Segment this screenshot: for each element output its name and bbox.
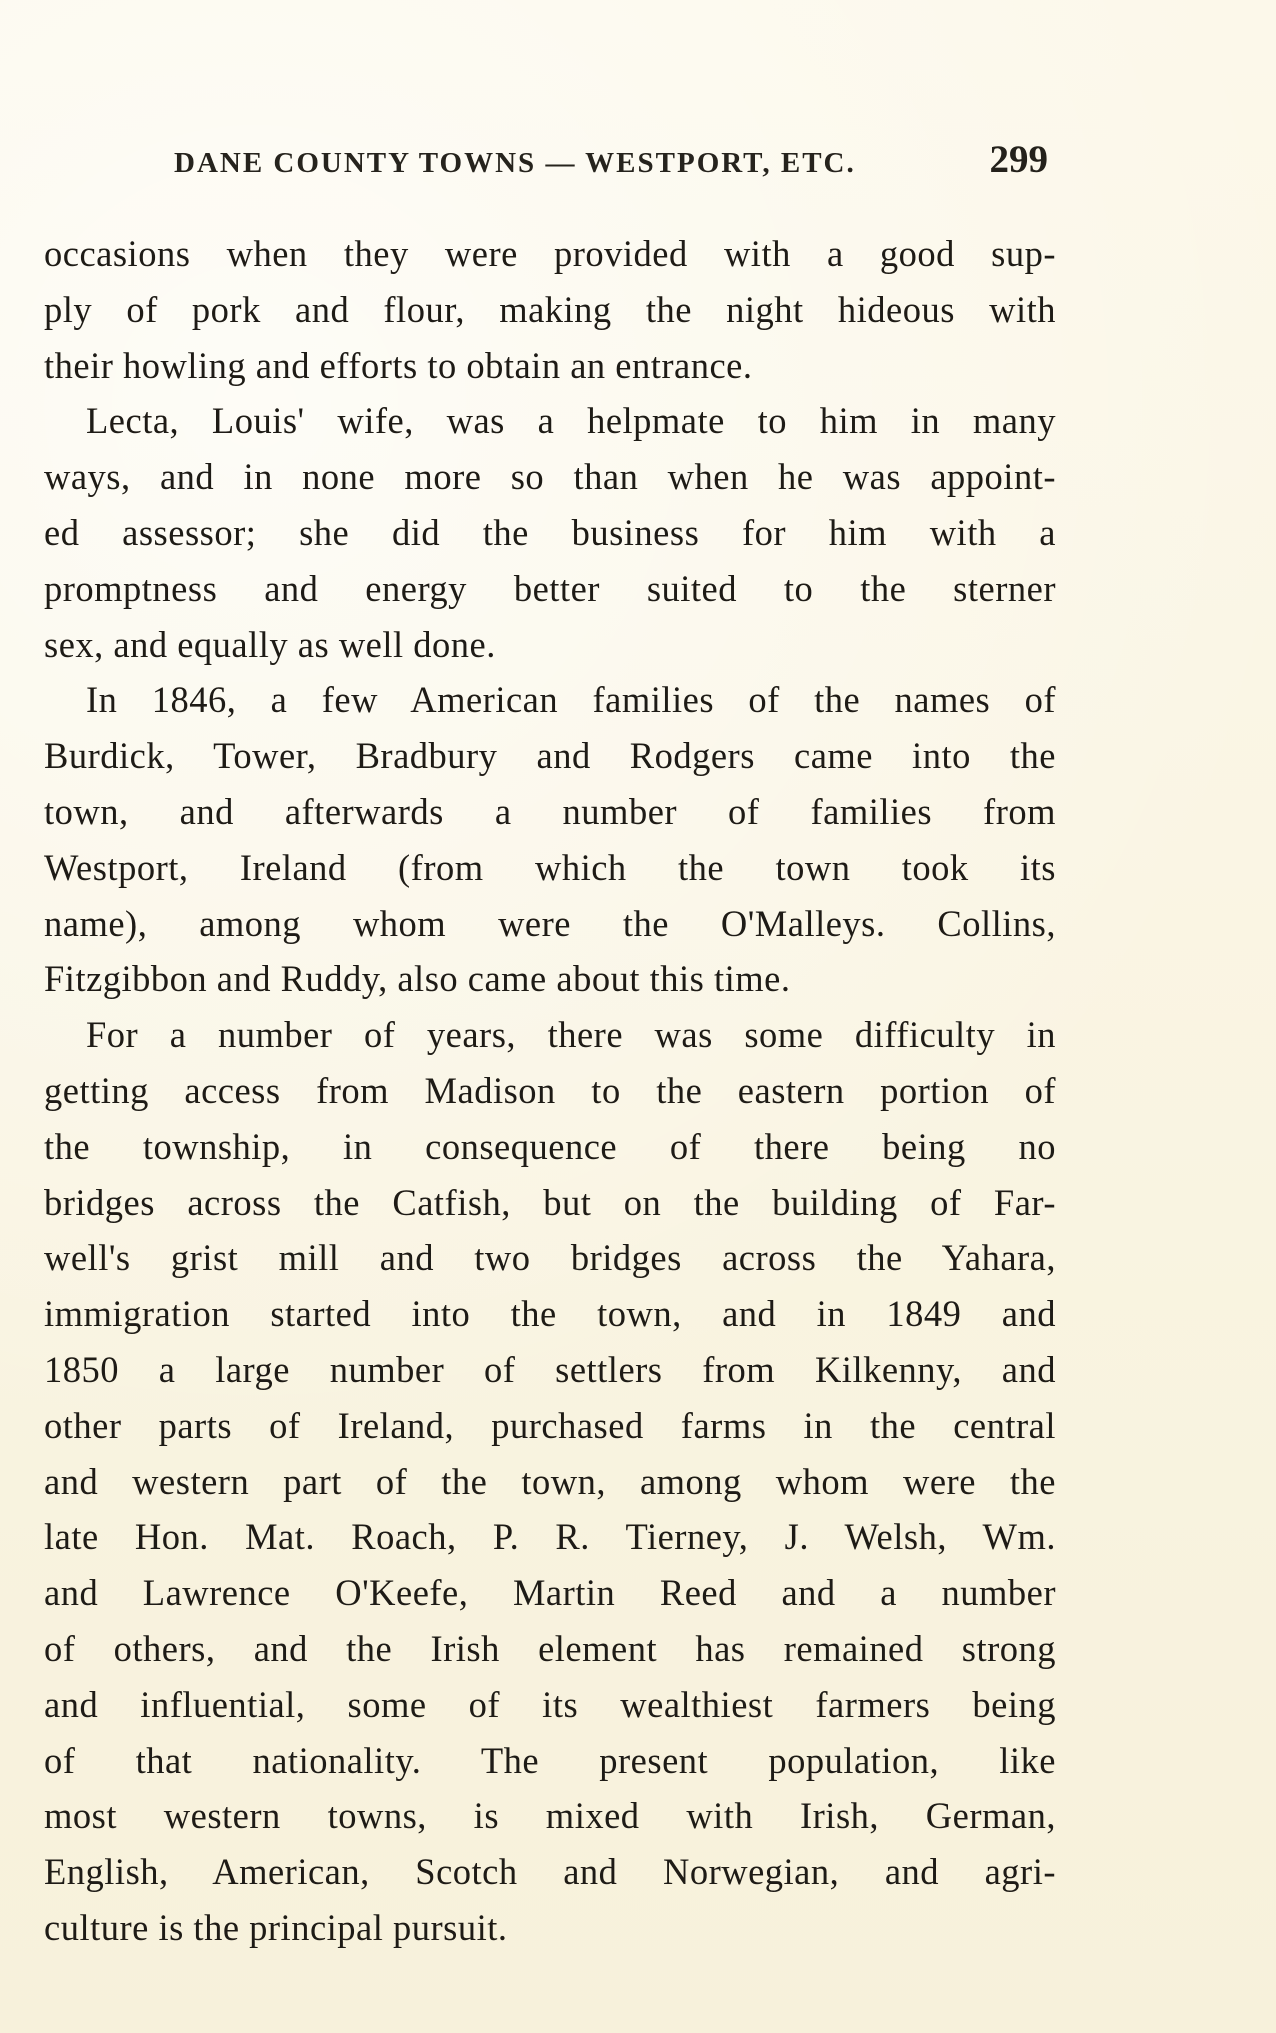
- running-title: DANE COUNTY TOWNS — WESTPORT, ETC.: [174, 147, 856, 179]
- text-line: Westport, Ireland (from which the town took its: [44, 846, 1056, 888]
- text-line: ply of pork and flour, making the night hideous with: [44, 288, 1056, 330]
- text-line: the township, in consequence of there being no: [44, 1125, 1056, 1167]
- text-line: Burdick, Tower, Bradbury and Rodgers came into the: [44, 735, 1056, 777]
- body-text: [44, 226, 1056, 1956]
- text-line: late Hon. Mat. Roach, P. R. Tierney, J. Welsh, Wm.: [44, 1516, 1056, 1558]
- text-line: sex, and equally as well done.: [44, 623, 496, 665]
- text-line: English, American, Scotch and Norwegian, and agri-: [44, 1851, 1056, 1893]
- text-line: occasions when they were provided with a good sup-: [44, 233, 1056, 274]
- text-line: other parts of Ireland, purchased farms in the central: [44, 1404, 1056, 1446]
- text-line: Lecta, Louis' wife, was a helpmate to him in many: [86, 400, 1056, 442]
- text-line: and influential, some of its wealthiest farmers being: [44, 1683, 1056, 1725]
- text-line: bridges across the Catfish, but on the building of Far-: [44, 1181, 1056, 1223]
- text-line: immigration started into the town, and in 1849 and: [44, 1293, 1056, 1335]
- page-number: 299: [989, 138, 1048, 181]
- running-head: [174, 137, 1048, 183]
- text-line: Fitzgibbon and Ruddy, also came about this time.: [44, 958, 791, 1000]
- text-line: getting access from Madison to the eastern portion of: [44, 1069, 1056, 1111]
- text-line: ways, and in none more so than when he was appoint-: [44, 456, 1056, 498]
- text-line: For a number of years, there was some difficulty in: [86, 1014, 1056, 1056]
- text-line: of others, and the Irish element has remained strong: [44, 1627, 1056, 1669]
- text-line: culture is the principal pursuit.: [44, 1906, 508, 1948]
- text-line: well's grist mill and two bridges across the Yahara,: [44, 1237, 1056, 1279]
- text-line: and Lawrence O'Keefe, Martin Reed and a number: [44, 1572, 1056, 1614]
- text-line: of that nationality. The present population, like: [44, 1739, 1056, 1781]
- text-line: 1850 a large number of settlers from Kilkenny, and: [44, 1348, 1056, 1390]
- text-line: most western towns, is mixed with Irish, German,: [44, 1795, 1056, 1837]
- text-line: ed assessor; she did the business for him with a: [44, 511, 1056, 553]
- text-line: promptness and energy better suited to the sterner: [44, 567, 1056, 609]
- text-line: In 1846, a few American families of the names of: [86, 679, 1056, 721]
- text-line: name), among whom were the O'Malleys. Collins,: [44, 902, 1056, 944]
- text-line: their howling and efforts to obtain an entrance.: [44, 344, 753, 386]
- text-line: town, and afterwards a number of families from: [44, 790, 1056, 832]
- text-line: and western part of the town, among whom were the: [44, 1460, 1056, 1502]
